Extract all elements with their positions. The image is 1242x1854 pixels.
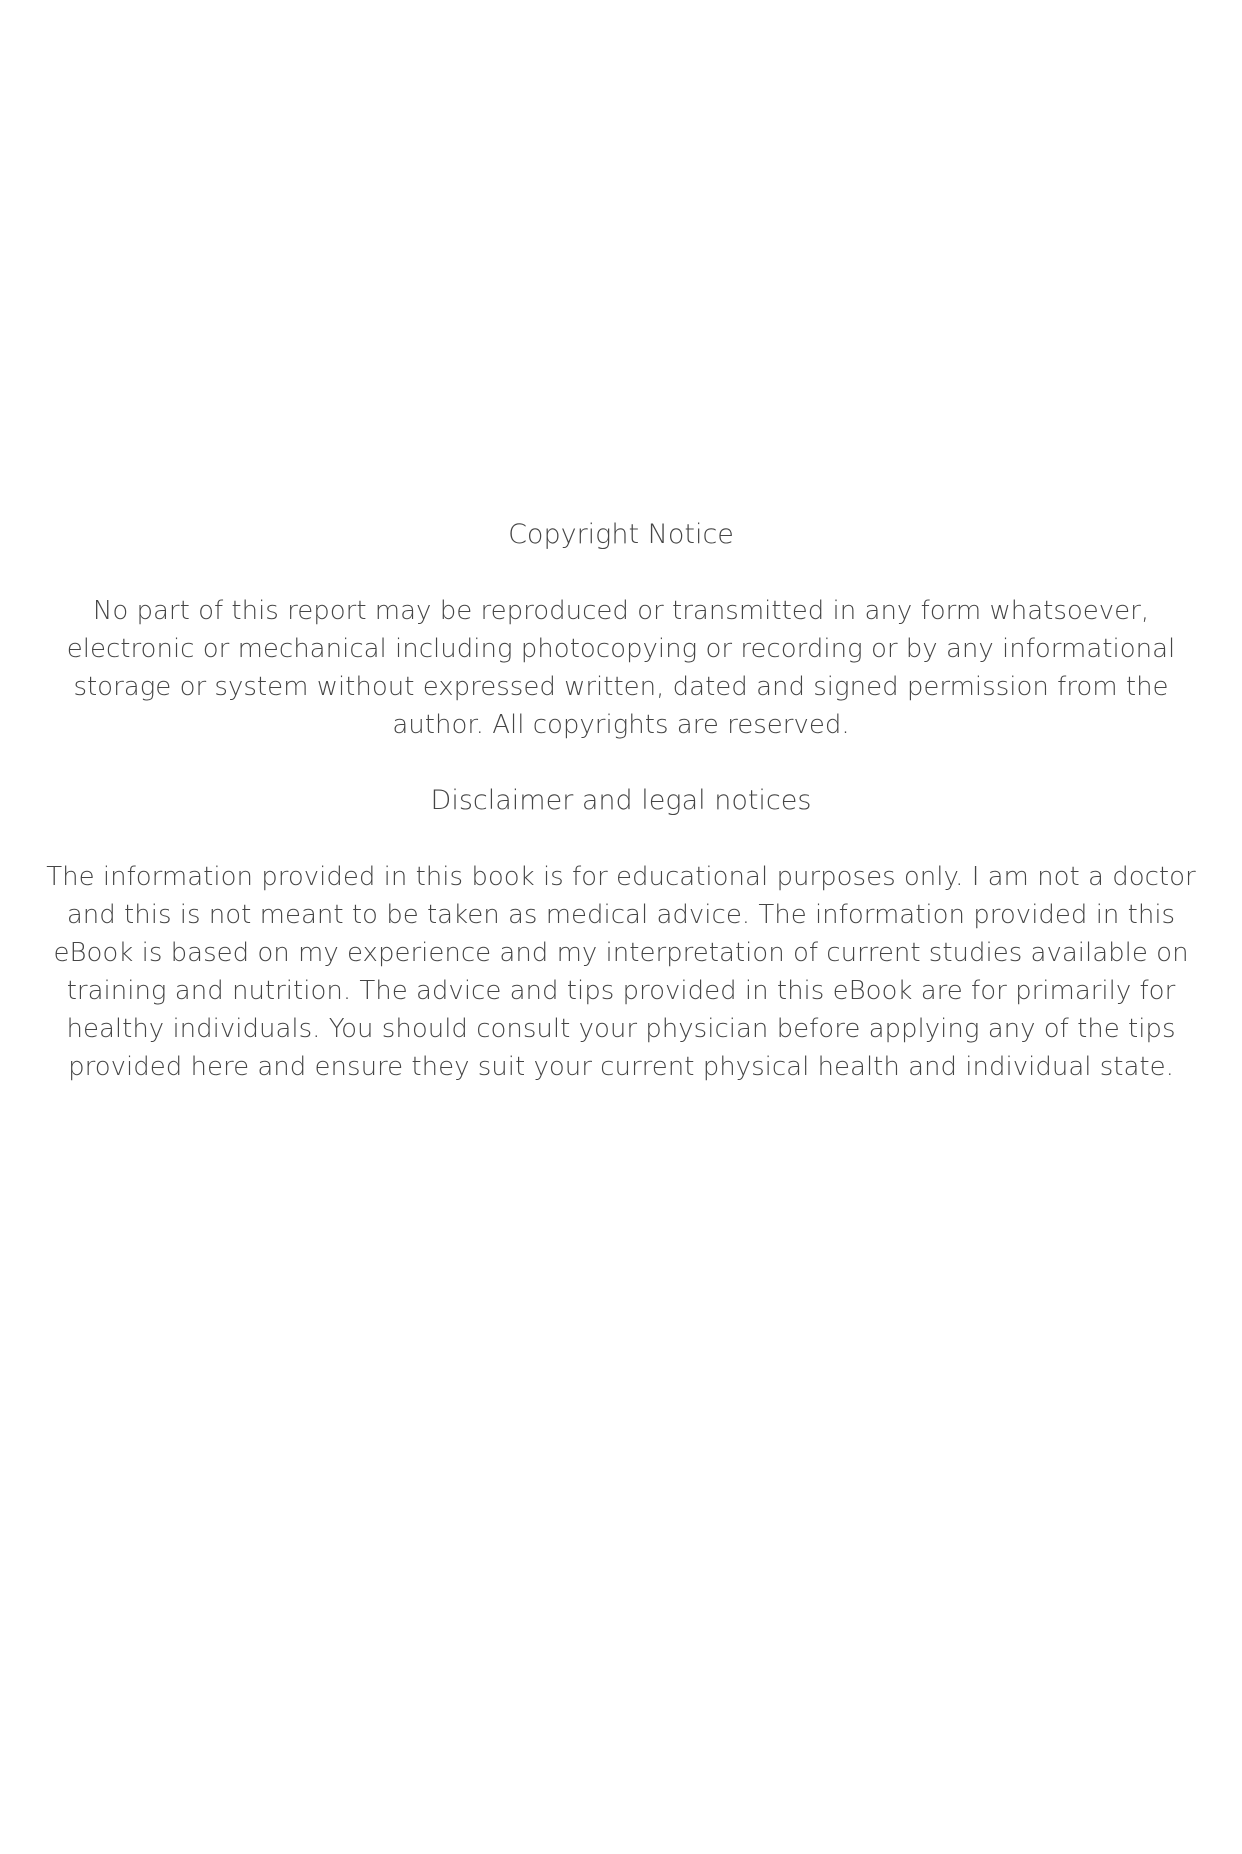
disclaimer-heading: Disclaimer and legal notices (430, 785, 812, 816)
copyright-heading: Copyright Notice (508, 519, 734, 550)
copyright-text: No part of this report may be reproduced or transmitted in any form whatsoever, electronic or mechanical including photocopying or recording or by any informational storage or system without expressed written, dated and signed permission from the author. All copyrights are reserved. (66, 596, 1176, 740)
spacer (40, 744, 1202, 782)
disclaimer-text: The information provided in this book is for educational purposes only. I am not a doctor and this is not meant to be taken as medical advice. The information provided in this eBook is based on my experience and my interpretation of current studies available on training and nutrition. The advice and tips provided in this eBook are for primarily for healthy individuals. You should consult your physician before applying any of the tips provided here and ensure they suit your current physical health and individual state. (46, 862, 1196, 1082)
legal-notices-block (40, 516, 1202, 1086)
spacer (40, 820, 1202, 858)
spacer (40, 554, 1202, 592)
